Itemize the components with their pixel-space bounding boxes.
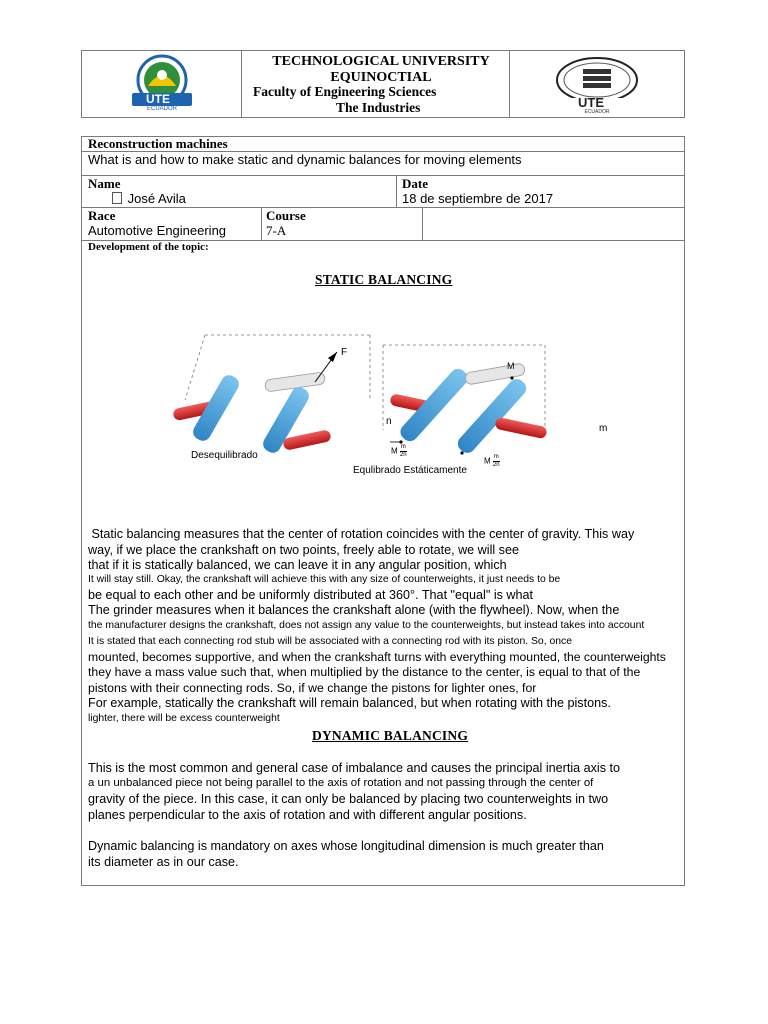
figure-label-m: m — [599, 423, 608, 434]
svg-text:ECUADOR: ECUADOR — [146, 106, 178, 112]
race-label: Race — [88, 208, 116, 223]
crankshaft-figure — [165, 330, 608, 480]
info-col-divider-date — [396, 175, 397, 207]
info-col-divider-empty — [422, 207, 423, 240]
mass-right-symbol: M — [484, 456, 491, 466]
static-line-7: It is stated that each connecting rod stub will be associated with a connecting rod with its piston. So, once — [88, 636, 573, 647]
mass-left-symbol: M — [391, 446, 398, 456]
faculty-name: Faculty of Engineering Sciences — [253, 84, 437, 99]
mass-left-num: m — [400, 444, 406, 450]
logo-right-text: UTE — [578, 95, 604, 110]
name-value — [112, 191, 186, 206]
mass-right-fraction — [493, 454, 500, 469]
info-row-line-2 — [81, 175, 685, 176]
info-col-divider-course — [261, 207, 262, 240]
static-line-12: lighter, there will be excess counterweight — [88, 713, 280, 724]
logo-left-text: UTE — [146, 92, 170, 106]
static-line-3: It will stay still. Okay, the crankshaft will achieve this with any size of counterweights, it just needs to be — [88, 574, 561, 585]
figure-label-n: n — [386, 416, 392, 427]
name-placeholder-glyph — [112, 192, 122, 204]
topic-text: What is and how to make static and dynamic balances for moving elements — [88, 152, 522, 167]
static-line-10: pistons with their connecting rods. So, if we change the pistons for lighter ones, for — [88, 681, 537, 695]
static-line-6: the manufacturer designs the crankshaft, does not assign any value to the counterweights, but instead takes into account — [88, 620, 645, 631]
dynamic-line-2: gravity of the piece. In this case, it can only be balanced by placing two counterweights in two — [88, 792, 609, 806]
static-line-8: mounted, becomes supportive, and when the crankshaft turns with everything mounted, the counterweights — [88, 650, 666, 664]
svg-text:ECUADOR: ECUADOR — [584, 109, 610, 114]
static-line-5: The grinder measures when it balances the crankshaft alone (with the flywheel). Now, when the — [88, 603, 620, 617]
date-value: 18 de septiembre de 2017 — [402, 191, 554, 206]
course-label: Course — [266, 208, 306, 223]
figure-label-mass-top: M — [507, 361, 515, 371]
figure-label-balanced: Equlibrado Estáticamente — [353, 465, 467, 476]
static-line-11: For example, statically the crankshaft will remain balanced, but when rotating with the pistons. — [88, 696, 611, 710]
university-name-line1: TECHNOLOGICAL UNIVERSITY — [272, 54, 490, 69]
course-value: 7-A — [266, 223, 287, 238]
static-line-2: that if it is statically balanced, we can leave it in any angular position, which — [88, 558, 507, 572]
date-label: Date — [402, 176, 428, 191]
university-logo-left — [124, 53, 200, 113]
info-row-line-3 — [81, 207, 685, 208]
static-line-0: Static balancing measures that the center of rotation coincides with the center of gravity. This way — [88, 527, 635, 541]
race-value: Automotive Engineering — [88, 223, 227, 238]
dynamic-balancing-title: DYNAMIC BALANCING — [312, 728, 469, 743]
development-label: Development of the topic: — [88, 241, 209, 253]
static-balancing-title: STATIC BALANCING — [315, 272, 453, 287]
figure-label-unbalanced: Desequilibrado — [191, 450, 258, 461]
name-label: Name — [88, 176, 121, 191]
static-line-1: way, if we place the crankshaft on two points, freely able to rotate, we will see — [88, 543, 519, 557]
dynamic-line-1: a un unbalanced piece not being parallel to the axis of rotation and not passing through the center of — [88, 777, 594, 789]
mass-left-fraction — [400, 444, 407, 459]
static-line-9: they have a mass value such that, when multiplied by the distance to the center, is equal to that of the — [88, 665, 641, 679]
university-logo-right — [553, 56, 641, 114]
figure-label-force: F — [341, 347, 348, 358]
mass-right-den: 2n — [492, 462, 500, 468]
subject-label: Reconstruction machines — [88, 136, 228, 151]
figure-label-mass-left — [391, 444, 407, 459]
static-line-4: be equal to each other and be uniformly distributed at 360°. That "equal" is what — [88, 588, 534, 602]
university-name-line2: EQUINOCTIAL — [330, 70, 432, 85]
figure-label-mass-right — [484, 454, 500, 469]
department-name: The Industries — [336, 100, 421, 115]
dynamic-line-6: its diameter as in our case. — [88, 855, 239, 869]
mass-left-den: 2n — [399, 452, 407, 458]
mass-right-num: m — [493, 454, 499, 460]
name-text: José Avila — [124, 191, 186, 206]
dynamic-line-5: Dynamic balancing is mandatory on axes whose longitudinal dimension is much greater than — [88, 839, 604, 853]
dynamic-line-3: planes perpendicular to the axis of rotation and with different angular positions. — [88, 808, 527, 822]
dynamic-line-0: This is the most common and general case of imbalance and causes the principal inertia axis to — [88, 761, 621, 775]
